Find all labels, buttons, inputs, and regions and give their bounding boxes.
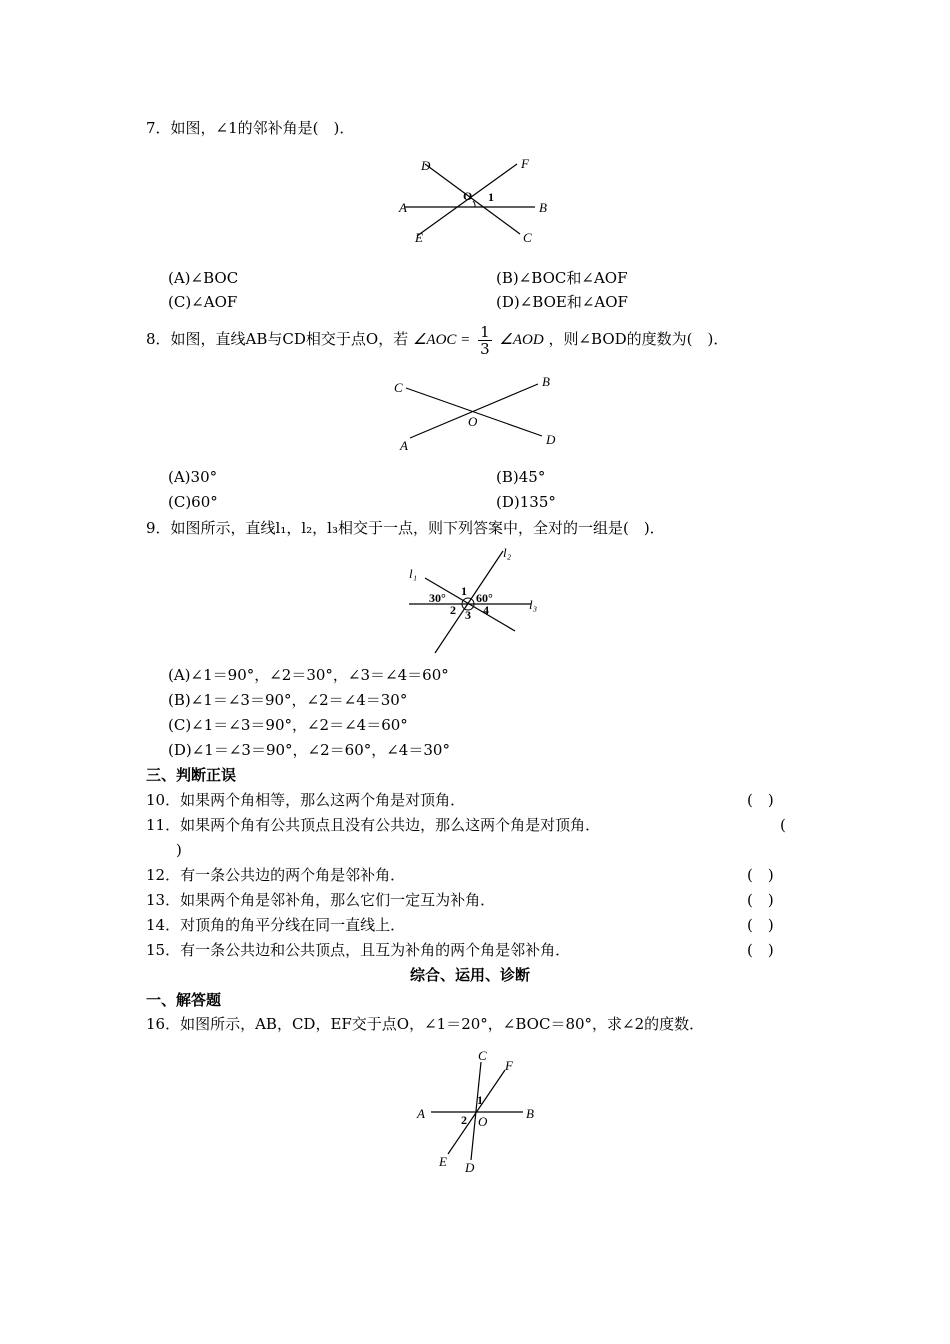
q7-label-D: D (421, 158, 431, 173)
q7-label-A: A (399, 200, 407, 215)
q8-label-D: D (546, 432, 556, 447)
q8-stem-b: ，则∠BOD的度数为( )． (548, 330, 729, 348)
q7-label-F: F (521, 156, 529, 171)
q8-fraction (478, 324, 492, 357)
q9-stem: 9．如图所示，直线l₁，l₂，l₃相交于一点，则下列答案中，全对的一组是( )． (146, 519, 665, 537)
q7-option-a[interactable]: (A)∠BOC (168, 269, 239, 287)
judgment-10: 10．如果两个角相等，那么这两个角是对顶角． (146, 791, 466, 809)
q8-angle-left: ∠AOC = (412, 332, 471, 348)
q8-angle-right: ∠AOD (499, 332, 544, 348)
q8-label-B: B (542, 374, 550, 389)
q9-option-c[interactable]: (C)∠1＝∠3＝90°，∠2＝∠4＝60° (168, 716, 408, 734)
q7-option-b[interactable]: (B)∠BOC和∠AOF (496, 269, 628, 287)
q9-label-4: 4 (483, 603, 489, 617)
q9-label-30: 30° (429, 591, 446, 605)
q8-option-c[interactable]: (C)60° (168, 493, 218, 511)
judgment-11-blank-close[interactable]: ) (176, 841, 182, 859)
q7-label-B: B (539, 200, 547, 215)
q7-figure (395, 152, 575, 252)
q9-label-l1: l₁ (409, 566, 418, 581)
judgment-10-blank[interactable]: ( ) (747, 791, 774, 809)
q9-option-b[interactable]: (B)∠1＝∠3＝90°，∠2＝∠4＝30° (168, 691, 408, 709)
judgment-13-blank[interactable]: ( ) (747, 891, 774, 909)
q8-frac-num: 1 (480, 322, 490, 341)
q16-label-2: 2 (461, 1113, 467, 1127)
q16-stem: 16．如图所示，AB，CD，EF交于点O，∠1＝20°，∠BOC＝80°，求∠2的度数． (146, 1015, 705, 1033)
q16-label-A: A (417, 1106, 425, 1121)
q9-label-3: 3 (465, 608, 471, 622)
q8-option-b[interactable]: (B)45° (496, 468, 546, 486)
q8-label-C: C (394, 380, 403, 395)
judgment-15: 15．有一条公共边和公共顶点，且互为补角的两个角是邻补角． (146, 941, 571, 959)
q9-label-1: 1 (461, 584, 467, 598)
q16-label-E: E (439, 1154, 447, 1169)
q8-label-A: A (400, 438, 408, 453)
q9-label-2: 2 (450, 603, 456, 617)
judgment-11-blank-open[interactable]: ( (780, 816, 786, 834)
judgment-14-blank[interactable]: ( ) (747, 916, 774, 934)
section-1-title: 一、解答题 (146, 991, 222, 1009)
q7-option-d[interactable]: (D)∠BOE和∠AOF (496, 293, 628, 311)
q16-label-1: 1 (477, 1093, 483, 1107)
q16-label-O: O (478, 1114, 488, 1129)
judgment-12-blank[interactable]: ( ) (747, 866, 774, 884)
judgment-11: 11．如果两个角有公共顶点且没有公共边，那么这两个角是对顶角． (146, 816, 601, 834)
q7-stem: 7．如图，∠1的邻补角是( )． (146, 119, 355, 137)
q7-label-O: O (463, 189, 473, 203)
q8-frac-den: 3 (480, 339, 490, 358)
q9-label-60: 60° (476, 591, 493, 605)
q9-option-d[interactable]: (D)∠1＝∠3＝90°，∠2＝60°，∠4＝30° (168, 741, 450, 759)
q16-label-D: D (465, 1160, 475, 1175)
q8-stem-a: 8．如图，直线AB与CD相交于点O，若 (146, 330, 409, 348)
q9-label-l2: l₂ (503, 545, 512, 560)
q7-label-1: 1 (488, 190, 494, 204)
q16-label-F: F (505, 1058, 513, 1073)
q9-label-l3: l₃ (529, 597, 538, 612)
judgment-12: 12．有一条公共边的两个角是邻补角． (146, 866, 406, 884)
q8-stem (146, 320, 728, 359)
q16-label-B: B (526, 1106, 534, 1121)
part-2-title: 综合、运用、诊断 (410, 966, 531, 984)
section-3-title: 三、判断正误 (146, 766, 237, 784)
judgment-14: 14．对顶角的角平分线在同一直线上． (146, 916, 406, 934)
q16-label-C: C (478, 1048, 487, 1063)
q8-figure (392, 372, 572, 452)
q9-figure (405, 545, 555, 660)
q7-label-C: C (523, 230, 532, 245)
q9-option-a[interactable]: (A)∠1＝90°，∠2＝30°，∠3＝∠4＝60° (168, 666, 449, 684)
judgment-13: 13．如果两个角是邻补角，那么它们一定互为补角． (146, 891, 496, 909)
q8-option-d[interactable]: (D)135° (496, 493, 556, 511)
q16-figure (413, 1048, 553, 1178)
judgment-15-blank[interactable]: ( ) (747, 941, 774, 959)
q8-option-a[interactable]: (A)30° (168, 468, 218, 486)
q7-label-E: E (415, 230, 423, 245)
q7-option-c[interactable]: (C)∠AOF (168, 293, 238, 311)
q8-label-O: O (468, 414, 478, 429)
